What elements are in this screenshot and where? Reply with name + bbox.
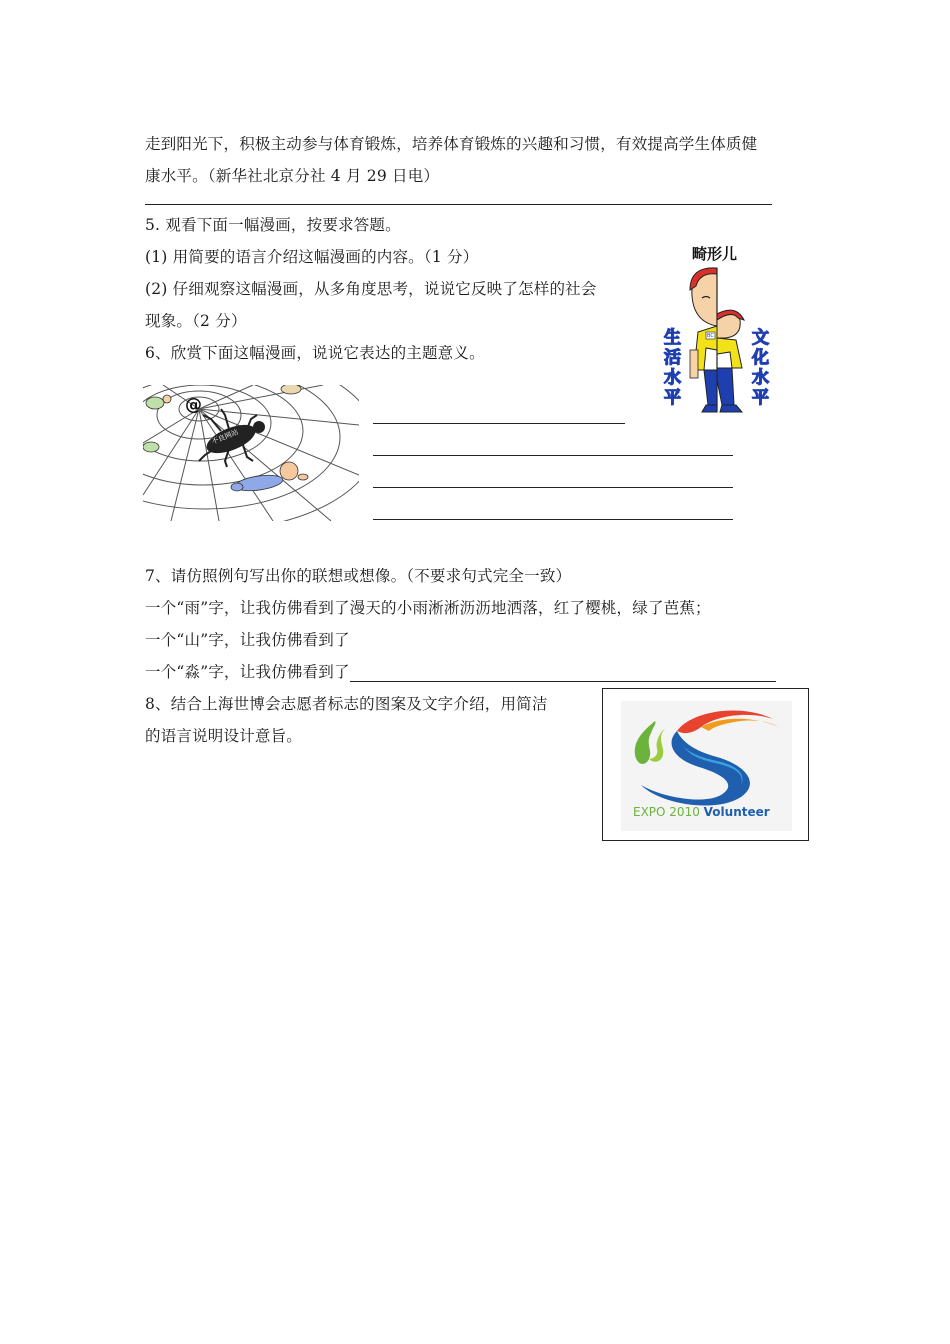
logo-expo-text: EXPO 2010 — [633, 805, 700, 819]
q6-answer-line-4[interactable] — [373, 519, 733, 520]
q5-sub2-line1: (2) 仔细观察这幅漫画，从多角度思考，说说它反映了怎样的社会 — [145, 280, 597, 298]
right-vertical-label: 文化水平 — [752, 328, 769, 408]
q7-prompt-2-row — [145, 662, 776, 682]
left-vertical-label: 生活水平 — [664, 328, 681, 408]
trapped-figure-left-low — [143, 442, 159, 452]
trapped-figure-top — [281, 385, 301, 394]
q6-answer-line-2[interactable] — [373, 455, 733, 456]
q8-line-2: 的语言说明设计意旨。 — [145, 727, 303, 745]
q5-sub2-line2: 现象。（2 分） — [145, 312, 247, 330]
q5-title: 5. 观看下面一幅漫画，按要求答题。 — [145, 216, 401, 234]
at-symbol: @ — [185, 395, 202, 415]
q5-cartoon — [660, 240, 780, 420]
section-divider — [145, 204, 772, 205]
q5-sub1: (1) 用简要的语言介绍这幅漫画的内容。（1 分） — [145, 248, 479, 266]
logo-volunteer-text: Volunteer — [703, 805, 770, 819]
shirt-mark: BC — [707, 333, 714, 339]
logo-text — [633, 805, 770, 819]
expo-volunteer-logo-frame — [602, 688, 809, 841]
cartoon-title: 畸形儿 — [692, 245, 738, 263]
q6-answer-line-3[interactable] — [373, 487, 733, 488]
q7-prompt-2: 一个“淼”字，让我仿佛看到了 — [145, 663, 350, 681]
passage-line-1: 走到阳光下，积极主动参与体育锻炼，培养体育锻炼的兴趣和习惯，有效提高学生体质健 — [145, 135, 758, 153]
q6-answer-line-1[interactable] — [373, 423, 625, 424]
q7-prompt-1: 一个“山”字，让我仿佛看到了 — [145, 631, 350, 649]
deformed-child-illustration — [660, 240, 780, 420]
q6-cartoon — [143, 385, 359, 521]
logo-panel — [621, 701, 792, 831]
spider-web-illustration — [143, 385, 359, 521]
spider-label: 不良网站 — [210, 428, 240, 446]
passage-line-2: 康水平。（新华社北京分社 4 月 29 日电） — [145, 167, 440, 185]
q7-example: 一个“雨”字，让我仿佛看到了漫天的小雨淅淅沥沥地洒落，红了樱桃，绿了芭蕉； — [145, 599, 711, 617]
q8-line-1: 8、结合上海世博会志愿者标志的图案及文字介绍，用简洁 — [145, 695, 548, 713]
q7-title: 7、请仿照例句写出你的联想或想像。（不要求句式完全一致） — [145, 567, 572, 585]
q6-title: 6、欣赏下面这幅漫画，说说它表达的主题意义。 — [145, 344, 485, 362]
q7-answer-blank[interactable] — [350, 663, 776, 682]
